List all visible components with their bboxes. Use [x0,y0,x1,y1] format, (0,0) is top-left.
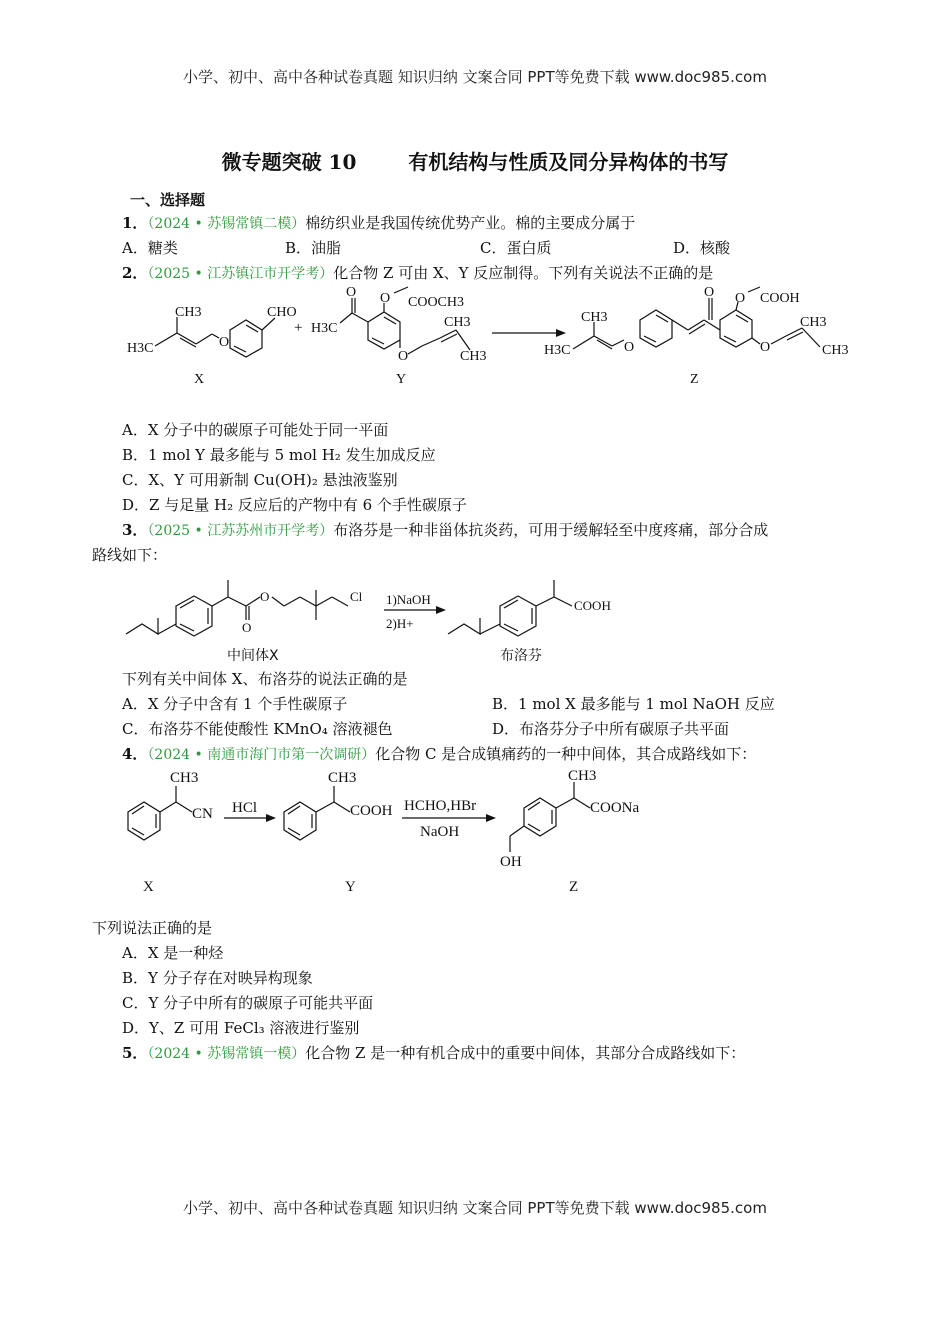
reagent-hcho-hbr: HCHO,HBr [404,798,477,814]
ch3-label: CH3 [581,310,608,325]
label-y: Y [396,372,407,387]
q4-option-d: D．Y、Z 可用 FeCl₃ 溶液进行鉴别 [122,1019,360,1037]
ch3-label-2: CH3 [460,349,487,364]
label-ibuprofen: 布洛芬 [500,648,542,664]
coona-label: COONa [590,800,640,816]
ch3-label: CH3 [568,768,597,784]
cooh-label: COOH [760,291,800,306]
ch3-label-2: CH3 [800,315,827,330]
ch3-label: CH3 [444,315,471,330]
ch3-label: CH3 [175,305,202,320]
q1-source: （2024 • 苏锡常镇二模） [147,216,306,232]
o-label: O [219,335,230,350]
reagent-naoh: NaOH [420,824,460,840]
label-intermediate-x: 中间体X [227,648,279,664]
q4-option-c: C．Y 分子中所有的碳原子可能共平面 [122,994,374,1012]
benzene-ring [128,802,160,840]
q4-number: 4． [122,745,148,763]
q3-number: 3． [122,521,148,539]
title-part1: 微专题突破 10 [221,150,357,174]
cn-label: CN [192,806,213,822]
q1-option-d: D．核酸 [673,239,731,257]
q4-stem: 化合物 C 是合成镇痛药的一种中间体，其合成路线如下： [375,745,757,763]
q2-source: （2025 • 江苏镇江市开学考） [147,266,334,282]
q3-source: （2025 • 江苏苏州市开学考） [147,523,334,539]
ch3-label: CH3 [170,770,199,786]
condition-1: 1)NaOH [386,592,431,607]
q5-number: 5． [122,1044,148,1062]
q3-option-d: D．布洛芬分子中所有碳原子共平面 [492,720,730,738]
carbonyl-o-label: O [242,620,252,635]
q4-option-b: B．Y 分子存在对映异构现象 [122,969,313,987]
q4-source: （2024 • 南通市海门市第一次调研） [147,747,376,763]
plus-sign: + [294,320,303,336]
cooh-label: COOH [350,803,393,819]
q3-option-a: A．X 分子中含有 1 个手性碳原子 [122,695,348,713]
ch3-label: CH3 [328,770,357,786]
reagent-hcl: HCl [232,800,258,816]
condition-2: 2)H+ [386,616,414,631]
o-label: O [398,349,409,364]
molecule-y [284,770,393,840]
q4-option-a: A．X 是一种烃 [122,944,224,962]
ether-o-label: O [380,291,391,306]
label-x: X [143,879,154,895]
page-footer: 小学、初中、高中各种试卷真题 知识归纳 文案合同 PPT等免费下载 www.doc985.com [183,1199,767,1217]
q1-stem: 棉纺织业是我国传统优势产业。棉的主要成分属于 [305,214,636,232]
label-x: X [194,372,205,387]
q3-option-c: C．布洛芬不能使酸性 KMnO₄ 溶液褪色 [122,720,393,738]
q2-option-c: C．X、Y 可用新制 Cu(OH)₂ 悬浊液鉴别 [122,471,398,489]
h3c-label: H3C [127,341,154,356]
q2-stem: 化合物 Z 可由 X、Y 反应制得。下列有关说法不正确的是 [333,264,714,282]
carbonyl-o-label: O [346,285,357,300]
q2-option-d: D．Z 与足量 H₂ 反应后的产物中有 6 个手性碳原子 [122,496,467,514]
ether-o-label: O [735,291,746,306]
ch3-label-3: CH3 [822,343,849,358]
o-label-2: O [760,340,771,355]
q2-option-a: A．X 分子中的碳原子可能处于同一平面 [122,421,389,439]
o-label: O [624,340,635,355]
cl-label: Cl [350,589,363,604]
label-z: Z [569,879,579,895]
q5-stem: 化合物 Z 是一种有机合成中的重要中间体，其部分合成路线如下： [305,1044,746,1062]
h3c-label: H3C [544,343,571,358]
question-5 [122,1043,745,1064]
q2-option-b: B．1 mol Y 最多能与 5 mol H₂ 发生加成反应 [122,446,436,464]
h3c-label: H3C [311,321,338,336]
q1-option-b: B．油脂 [285,239,342,257]
cooch3-label: COOCH3 [408,295,465,310]
benzene-ring [524,798,556,836]
q5-source: （2024 • 苏锡常镇一模） [147,1046,306,1062]
molecule-x [128,770,213,840]
q3-stem-continued: 路线如下： [92,546,168,564]
q1-option-c: C．蛋白质 [480,239,552,257]
cho-label: CHO [267,305,297,320]
title-part2: 有机结构与性质及同分异构体的书写 [408,150,729,174]
cooh-label: COOH [574,598,611,613]
benzene-ring [284,802,316,840]
q2-number: 2． [122,264,148,282]
page-header: 小学、初中、高中各种试卷真题 知识归纳 文案合同 PPT等免费下载 www.doc985.com [183,68,767,86]
carbonyl-o-label: O [704,285,715,300]
ester-o-label: O [260,589,270,604]
label-y: Y [345,879,356,895]
q4-question: 下列说法正确的是 [92,919,213,937]
q1-option-a: A．糖类 [122,239,178,257]
section-heading: 一、选择题 [130,191,206,209]
q3-question: 下列有关中间体 X、布洛芬的说法正确的是 [122,670,408,688]
label-z: Z [690,372,699,387]
q3-option-b: B．1 mol X 最多能与 1 mol NaOH 反应 [492,695,775,713]
q1-number: 1． [122,214,148,232]
q3-stem: 布洛芬是一种非甾体抗炎药，可用于缓解轻至中度疼痛，部分合成 [333,521,769,539]
oh-label: OH [500,854,522,870]
molecule-z [500,768,640,870]
